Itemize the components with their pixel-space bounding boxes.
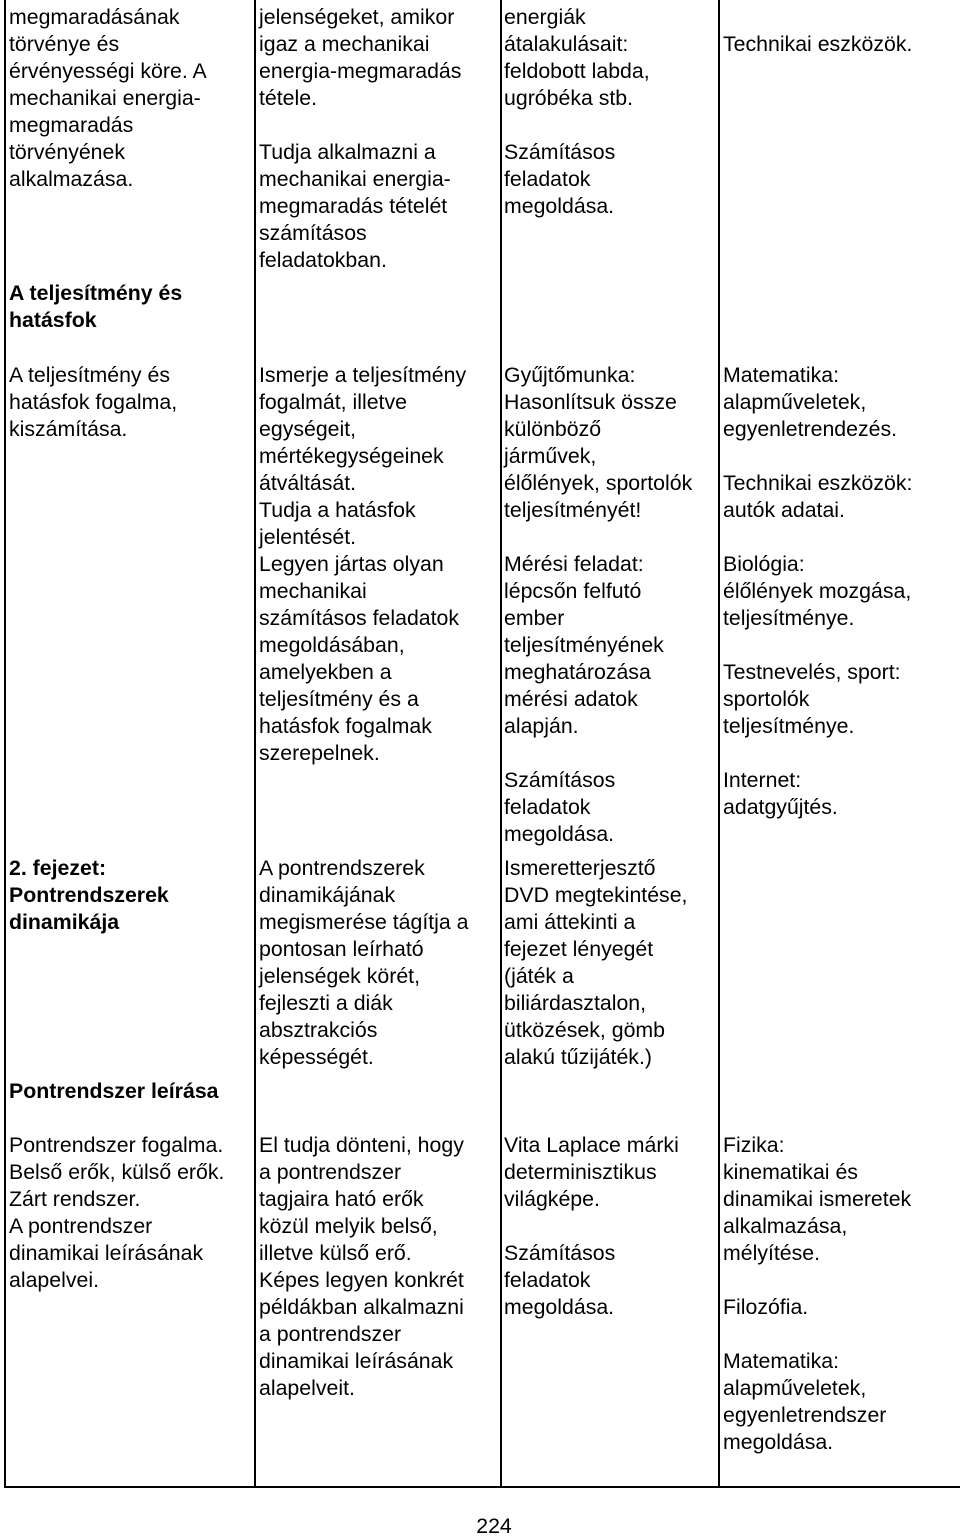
activity-text: Mérési feladat: lépcsőn felfutó ember teljesítményének meghatározása mérési adatok alapján. <box>504 552 664 738</box>
link-text: Internet: adatgyűjtés. <box>723 768 838 819</box>
link-text: Testnevelés, sport: sportolók teljesítménye. <box>723 660 901 738</box>
goal-text: Ismerje a teljesítmény fogalmát, illetve egységeit, mértékegységeinek átváltását. Tudja a hatásfok jelentését. Legyen jártas olyan mechanikai számításos feladatok megoldásában, amelyekben a teljesítmény és a hatásfok fogalmak szerepelnek. <box>259 363 467 765</box>
link-text: Technikai eszközök: autók adatai. <box>723 471 913 522</box>
activity-text: energiák átalakulásait: feldobott labda, ugróbéka stb. <box>504 5 650 110</box>
activity-text: Gyűjtőmunka: Hasonlítsuk össze különböző járművek, élőlények, sportolók teljesítményét! <box>504 363 693 522</box>
links-column <box>719 0 960 1487</box>
topic-text: A teljesítmény és hatásfok fogalma, kiszámítása. <box>9 363 178 441</box>
goals-column <box>255 0 501 1487</box>
activity-text: Ismeretterjesztő DVD megtekintése, ami áttekinti a fejezet lényegét (játék a biliárdasztalon, ütközések, gömb alakú tűzijáték.) <box>504 856 688 1069</box>
chapter-heading: 2. fejezet: Pontrendszerek dinamikája <box>9 856 169 934</box>
activity-text: Számításos feladatok megoldása. <box>504 1241 616 1319</box>
curriculum-table <box>4 0 960 1488</box>
section-heading-system: Pontrendszer leírása <box>9 1079 219 1103</box>
goal-text: Tudja alkalmazni a mechanikai energia- megmaradás tételét számításos feladatokban. <box>259 140 451 272</box>
goal-text: El tudja dönteni, hogy a pontrendszer tagjaira ható erők közül melyik belső, illetve külső erő. Képes legyen konkrét példákban alkalmazni a pontrendszer dinamikai leírásának alapelveit. <box>259 1133 464 1400</box>
page-number: 224 <box>476 1514 512 1538</box>
link-text: Matematika: alapműveletek, egyenletrendszer megoldása. <box>723 1349 887 1454</box>
goal-text: A pontrendszerek dinamikájának megismerése tágítja a pontosan leírható jelenségek körét, fejleszti a diák absztrakciós képességét. <box>259 856 469 1069</box>
table-row <box>5 0 960 1487</box>
goal-text: jelenségeket, amikor igaz a mechanikai energia-megmaradás tétele. <box>259 5 462 110</box>
topic-text: Pontrendszer fogalma. Belső erők, külső erők. Zárt rendszer. A pontrendszer dinamikai leírásának alapelvei. <box>9 1133 225 1292</box>
activity-text: Számításos feladatok megoldása. <box>504 768 616 846</box>
topics-column <box>5 0 255 1487</box>
link-text: Matematika: alapműveletek, egyenletrendezés. <box>723 363 898 441</box>
link-text: Technikai eszközök. <box>723 32 913 56</box>
link-text: Biológia: élőlények mozgása, teljesítménye. <box>723 552 912 630</box>
activity-text: Vita Laplace márki determinisztikus világképe. <box>504 1133 679 1211</box>
link-text: Filozófia. <box>723 1295 809 1319</box>
topic-text: megmaradásának törvénye és érvényességi köre. A mechanikai energia- megmaradás törvényének alkalmazása. <box>9 5 207 191</box>
activity-text: Számításos feladatok megoldása. <box>504 140 616 218</box>
activities-column <box>501 0 719 1487</box>
link-text: Fizika: kinematikai és dinamikai ismeretek alkalmazása, mélyítése. <box>723 1133 912 1265</box>
section-heading-power: A teljesítmény és hatásfok <box>9 281 183 332</box>
